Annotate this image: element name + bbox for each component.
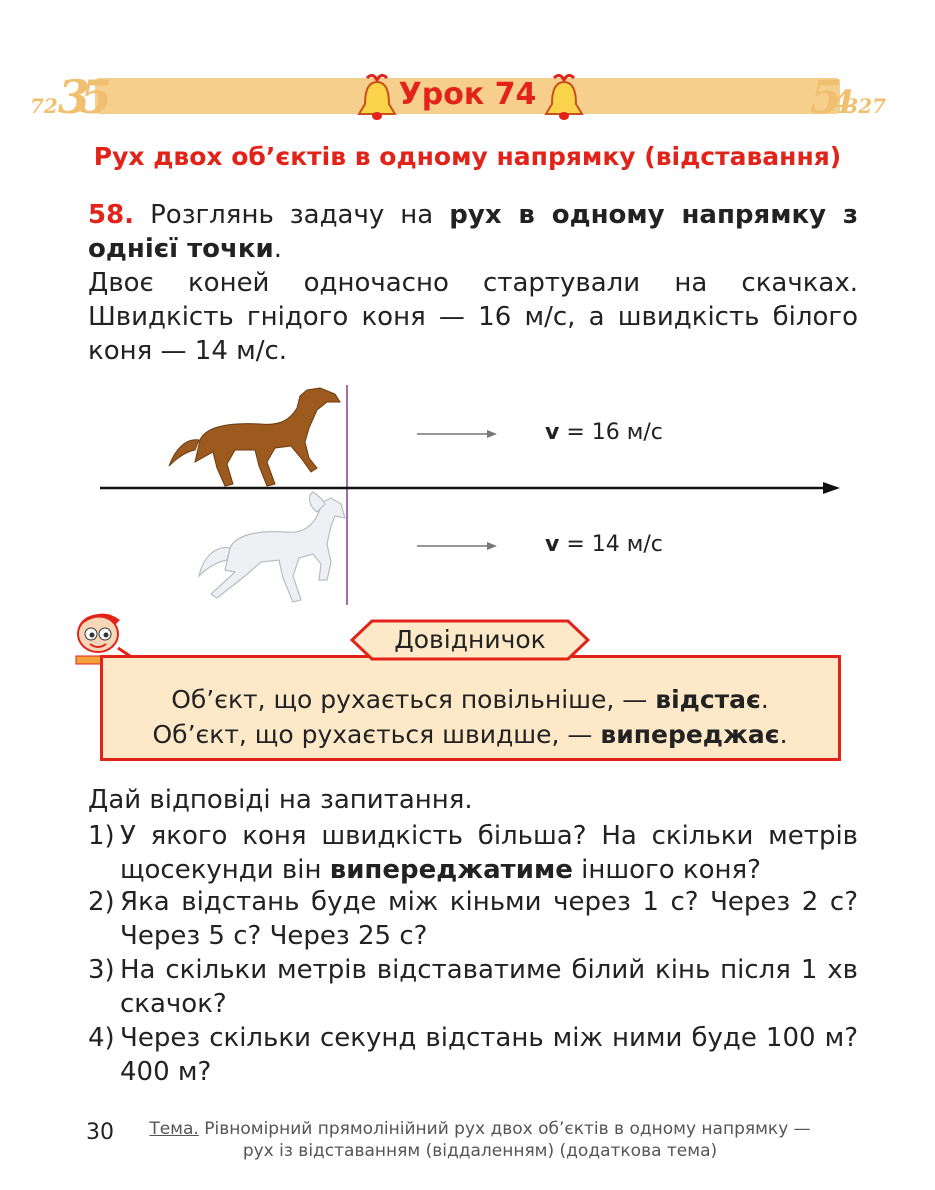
reference-end: . — [779, 720, 788, 749]
question-4 — [88, 1021, 858, 1089]
task-intro-bold: рух в одному напрямку з однієї точки — [88, 200, 859, 264]
axis-arrowhead — [823, 482, 840, 494]
task-text: Двоє коней одночасно стартували на скачках. Швидкість гнідого коня — 16 м/с, а швидкість білого коня — 14 м/с. — [88, 268, 858, 366]
reference-text: Об’єкт, що рухається повільніше, — — [171, 685, 656, 714]
topic-footer — [140, 1118, 820, 1162]
decorative-numbers-right: 54327 — [810, 70, 887, 124]
task-intro — [88, 198, 858, 266]
speed-symbol: v — [545, 420, 560, 445]
task-intro-end: . — [273, 234, 283, 264]
bell-icon — [540, 70, 588, 124]
reference-end: . — [760, 685, 769, 714]
question-number: 1) — [88, 821, 115, 851]
question-bold: випереджатиме — [329, 855, 573, 885]
speed-value: = 14 м/с — [566, 532, 663, 557]
white-horse-image — [199, 492, 345, 602]
motion-diagram — [95, 380, 845, 610]
page-number: 30 — [86, 1120, 114, 1145]
decorative-numbers-left: 7235 — [30, 70, 102, 124]
reference-bold: випереджає — [600, 720, 780, 749]
task-intro-text: Розглянь задачу на — [134, 200, 450, 230]
reference-line-2 — [100, 720, 840, 749]
question-number: 2) — [88, 887, 115, 917]
question-text: На скільки метрів відставатиме білий кінь після 1 хв скачок? — [120, 955, 858, 1019]
questions-intro: Дай відповіді на запитання. — [88, 785, 473, 815]
topic-label: Тема. — [149, 1119, 199, 1139]
question-number: 4) — [88, 1023, 115, 1053]
task-number: 58. — [88, 200, 135, 230]
topic-line-1: Рівномірний прямолінійний рух двох об’єктів в одному напрямку — — [198, 1119, 811, 1139]
reference-text: Об’єкт, що рухається швидше, — — [152, 720, 601, 749]
reference-line-1 — [100, 685, 840, 714]
question-2 — [88, 885, 858, 953]
question-text: Яка відстань буде між кіньми через 1 с? Через 2 с? Через 5 с? Через 25 с? — [120, 887, 858, 951]
lesson-title: Урок 74 — [398, 77, 537, 112]
topic-line-2: рух із відставанням (віддаленням) (додаткова тема) — [242, 1141, 718, 1161]
brown-speed-label — [545, 420, 663, 445]
lesson-subtitle: Рух двох об’єктів в одному напрямку (відставання) — [93, 142, 842, 171]
reference-bold: відстає — [655, 685, 761, 714]
brown-horse-image — [169, 388, 340, 486]
question-text: Через скільки секунд відстань між ними буде 100 м? 400 м? — [120, 1023, 858, 1087]
question-3 — [88, 953, 858, 1021]
question-text-end: іншого коня? — [572, 855, 761, 885]
white-speed-label — [545, 532, 663, 557]
speed-symbol: v — [545, 532, 560, 557]
question-text: У якого коня швидкість більша? На скільки метрів щосекунди він — [120, 821, 858, 885]
question-number: 3) — [88, 955, 115, 985]
reference-title: Довідничок — [394, 625, 546, 654]
question-1 — [88, 819, 858, 887]
speed-value: = 16 м/с — [566, 420, 663, 445]
